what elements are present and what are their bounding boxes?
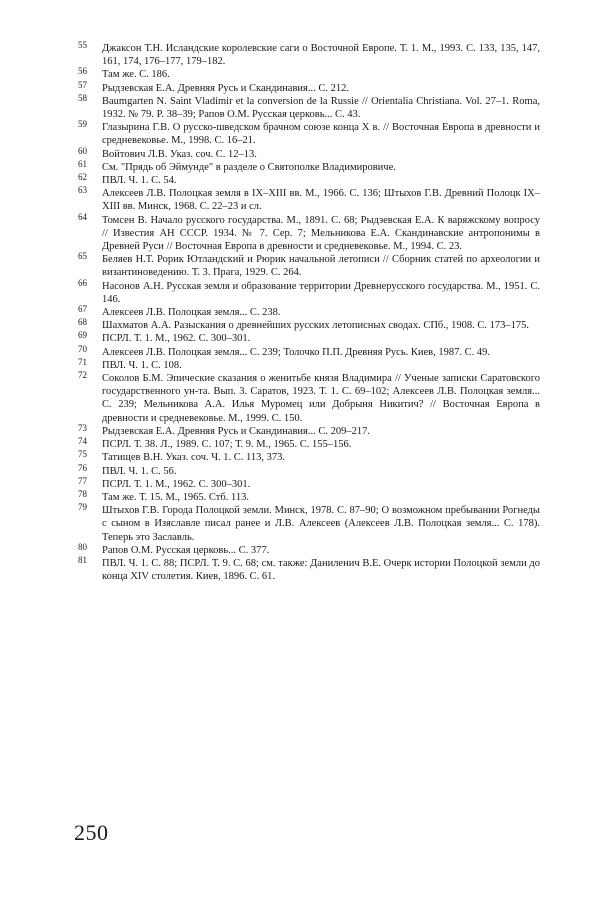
footnote-text: Войтович Л.В. Указ. соч. С. 12–13. [102,148,257,160]
footnote-text: Алексеев Л.В. Полоцкая земля... С. 238. [102,307,281,319]
footnote [78,504,540,544]
footnote [78,332,540,345]
footnote [78,356,540,372]
footnote-number: 65 [78,251,87,262]
footnote-text: Baumgarten N. Saint Vladimir et la conversion de la Russie // Orientalia Christiana. Vol. 27–1. Roma, 1932. № 79. P. 38–39; Рапов О.М. Русская церковь... С. 43. [102,95,540,121]
page-number: 250 [74,820,109,845]
footnote [78,121,540,147]
footnote-number: 80 [78,541,87,552]
footnote [78,462,540,478]
footnote-number: 79 [78,502,87,513]
footnote-number: 78 [78,488,87,499]
footnote-text: ПВЛ. Ч. 1. С. 54. [102,175,177,187]
footnote [78,541,540,557]
footnote-number: 57 [78,79,87,90]
footnote-text: См. "Прядь об Эймунде" в разделе о Святополке Владимировиче. [102,161,396,173]
footnote [78,211,540,254]
footnote [78,422,540,438]
footnote-text: Томсен В. Начало русского государства. М., 1891. С. 68; Рыдзевская Е.А. К варяжскому вопросу // Известия АН СССР. 1934. № 7. Сер. 7; Мельникова Е.А. Скандинавские антропонимы в Древней Руси // Восточная Европа в древности и средневековье. М., 1994. С. 23. [102,214,540,253]
footnote-text: Рыдзевская Е.А. Древняя Русь и Скандинавия... С. 209–217. [102,425,371,437]
footnote-number: 59 [78,119,87,130]
footnote [78,42,540,68]
footnote-text: Там же. Т. 15. М., 1965. Стб. 113. [102,491,249,503]
footnote-text: Татищев В.Н. Указ. соч. Ч. 1. С. 113, 373. [102,452,286,464]
footnote-text: Алексеев Л.В. Полоцкая земля в IX–XIII вв. М., 1966. С. 136; Штыхов Г.В. Древний Полоцк IX–XIII вв. Минск, 1968. С. 22–23 и сл. [102,188,540,213]
footnote [78,68,540,81]
footnote-number: 74 [78,436,87,447]
footnote [78,438,540,451]
footnote [78,554,540,583]
footnote-number: 67 [78,304,87,315]
footnote [78,488,540,504]
footnote-text: Штыхов Г.В. Города Полоцкой земли. Минск, 1978. С. 87–90; О возможном пребывании Рогнеды с сыном в Изяславле писал ранее и Л.В. Алексеев (Алексеев Л.В. Полоцкая земля... С. 178). Теперь это Заславль. [102,505,540,543]
footnote [78,372,540,425]
footnote [78,145,540,161]
footnote-number: 72 [78,370,87,381]
footnote-number: 64 [78,211,87,222]
footnote-number: 81 [78,554,87,565]
footnote [78,451,540,464]
footnote-number: 63 [78,185,87,196]
footnote-number: 70 [78,343,87,354]
footnote-number: 68 [78,317,87,328]
footnote-number: 61 [78,158,87,169]
footnote [78,475,540,491]
footnotes-list [78,42,540,583]
footnote-text: Джаксон Т.Н. Исландские королевские саги о Восточной Европе. Т. 1. М., 1993. С. 133, 135, 147, 161, 174, 176–177, 179–182. [102,43,540,68]
footnote-number: 58 [78,92,87,103]
footnote-number: 76 [78,462,87,473]
footnote [78,158,540,174]
footnote-text: Там же. С. 186. [102,69,170,81]
footnote-text: Беляев Н.Т. Рорик Ютландский и Рюрик начальной летописи // Сборник статей по археологии и византиноведению. Т. 3. Прага, 1929. С. 264. [102,254,540,279]
footnote-number: 71 [78,356,87,367]
footnote-text: Глазырина Г.В. О русско-шведском брачном союзе конца X в. // Восточная Европа в древности и средневековье. М., 1998. С. 16–21. [102,122,540,147]
footnote-text: Насонов А.Н. Русская земля и образование территории Древнерусского государства. М., 1951. С. 146. [102,280,540,305]
footnote-number: 77 [78,475,87,486]
footnote-text: Алексеев Л.В. Полоцкая земля... С. 239; Толочко П.П. Древняя Русь. Киев, 1987. С. 49. [102,346,491,358]
footnote [78,277,540,306]
footnote-text: Рапов О.М. Русская церковь... С. 377. [102,544,270,556]
footnote-number: 56 [78,66,87,77]
footnote-text: ПСРЛ. Т. 38. Л., 1989. С. 107; Т. 9. М., 1965. С. 155–156. [102,439,352,451]
footnote-text: ПВЛ. Ч. 1. С. 88; ПСРЛ. Т. 9. С. 68; см. также: Даниленич В.Е. Очерк истории Полоцкой земли до конца XIV столетия. Киев, 1896. С. 61. [102,557,540,583]
footnote [78,319,540,332]
footnote [78,92,540,121]
footnote [78,174,540,187]
footnote-text: ПВЛ. Ч. 1. С. 56. [102,465,177,477]
footnote-text: ПСРЛ. Т. 1. М., 1962. С. 300–301. [102,478,251,490]
footnote [78,343,540,359]
footnote-text: Шахматов А.А. Разыскания о древнейших русских летописных сводах. СПб., 1908. С. 173–175. [102,320,530,332]
footnote-number: 60 [78,145,87,156]
footnote [78,306,540,319]
footnote-text: ПСРЛ. Т. 1. М., 1962. С. 300–301. [102,333,251,345]
footnote-number: 55 [78,40,87,50]
footnote-number: 73 [78,422,87,433]
footnote [78,253,540,279]
footnote [78,79,540,95]
footnote-text: Соколов Б.М. Эпические сказания о женитьбе князя Владимира // Ученые записки Саратовского государственного ун-та. Вып. 3. Саратов, 1923. Т. 1. С. 69–102; Алексеев Л.В. Полоцкая земля... С. 239; Мельникова А.А. Илья Муромец или Добрыня Никитич? // Восточная Европа в древности и средневековье. М., 1999. С. 150. [102,373,540,424]
footnote-number: 66 [78,277,87,288]
footnote-text: ПВЛ. Ч. 1. С. 108. [102,359,182,371]
footnote [78,187,540,213]
footnote-number: 62 [78,172,87,183]
footnote-number: 75 [78,449,87,460]
footnote-text: Рыдзевская Е.А. Древняя Русь и Скандинавия... С. 212. [102,82,350,94]
footnote-number: 69 [78,330,87,341]
